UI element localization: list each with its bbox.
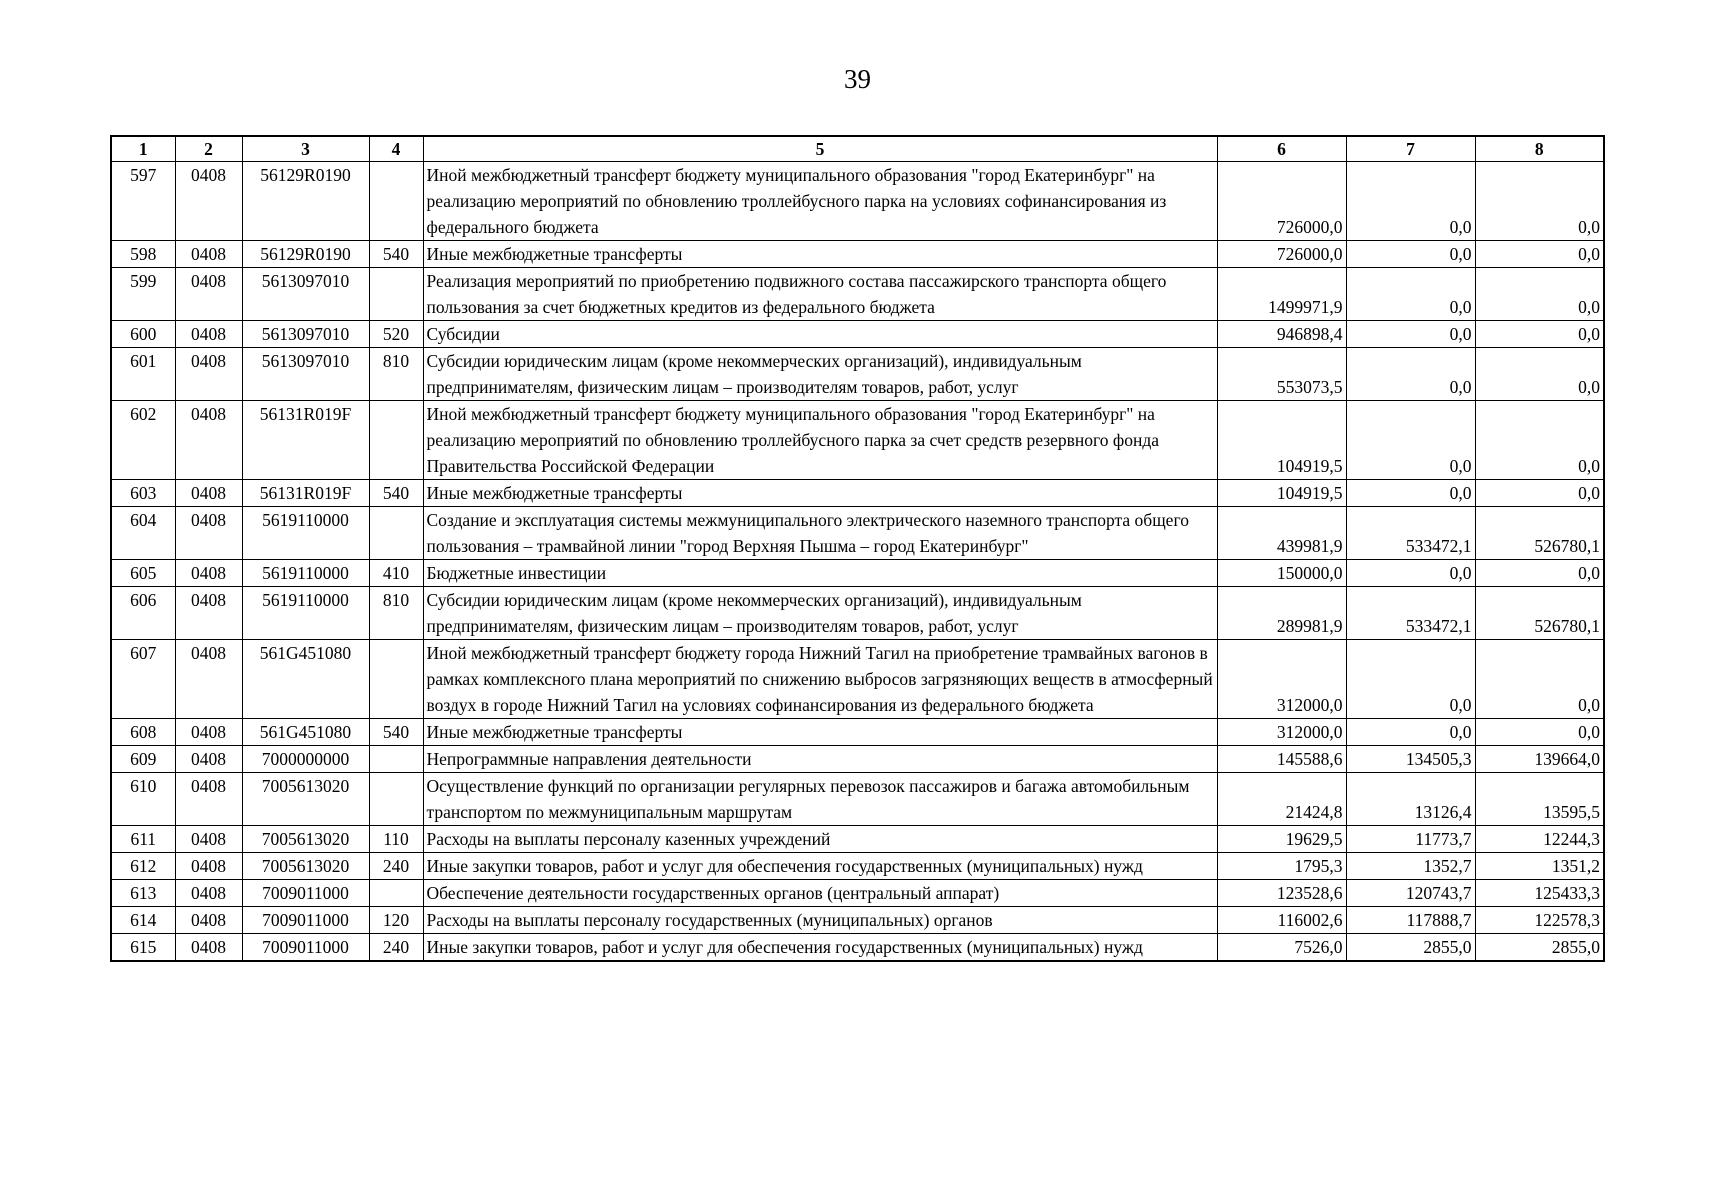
- amount-col7-cell: 1352,7: [1346, 853, 1475, 880]
- amount-col8-cell: 13595,5: [1475, 773, 1604, 826]
- expense-type-cell: [369, 746, 423, 773]
- table-row: [111, 746, 1604, 773]
- target-article-cell: 7005613020: [242, 826, 369, 853]
- table-row: [111, 587, 1604, 640]
- section-code-cell: 0408: [175, 480, 242, 507]
- target-article-cell: 5613097010: [242, 321, 369, 348]
- description-cell: Субсидии: [423, 321, 1217, 348]
- amount-col8-cell: 0,0: [1475, 321, 1604, 348]
- target-article-cell: 561G451080: [242, 640, 369, 719]
- description-cell: Иной межбюджетный трансферт бюджету города Нижний Тагил на приобретение трамвайных вагонов в рамках комплексного плана мероприятий по снижению выбросов загрязняющих веществ в атмосферный воздух в городе Нижний Тагил на условиях софинансирования из федерального бюджета: [423, 640, 1217, 719]
- description-cell: Расходы на выплаты персоналу казенных учреждений: [423, 826, 1217, 853]
- section-code-cell: 0408: [175, 826, 242, 853]
- amount-col6-cell: 123528,6: [1217, 880, 1346, 907]
- row-number-cell: 598: [111, 241, 175, 268]
- amount-col7-cell: 0,0: [1346, 401, 1475, 480]
- expense-type-cell: 540: [369, 241, 423, 268]
- amount-col6-cell: 312000,0: [1217, 640, 1346, 719]
- row-number-cell: 599: [111, 268, 175, 321]
- row-number-cell: 605: [111, 560, 175, 587]
- amount-col7-cell: 117888,7: [1346, 907, 1475, 934]
- table-row: [111, 162, 1604, 241]
- row-number-cell: 603: [111, 480, 175, 507]
- expense-type-cell: 240: [369, 853, 423, 880]
- target-article-cell: 7009011000: [242, 934, 369, 962]
- description-cell: Иные межбюджетные трансферты: [423, 241, 1217, 268]
- section-code-cell: 0408: [175, 162, 242, 241]
- amount-col8-cell: 139664,0: [1475, 746, 1604, 773]
- description-cell: Иные закупки товаров, работ и услуг для обеспечения государственных (муниципальных) нужд: [423, 853, 1217, 880]
- section-code-cell: 0408: [175, 401, 242, 480]
- table-row: [111, 907, 1604, 934]
- section-code-cell: 0408: [175, 773, 242, 826]
- table-row: [111, 480, 1604, 507]
- table-body: [111, 162, 1604, 962]
- section-code-cell: 0408: [175, 587, 242, 640]
- section-code-cell: 0408: [175, 746, 242, 773]
- row-number-cell: 600: [111, 321, 175, 348]
- amount-col8-cell: 526780,1: [1475, 587, 1604, 640]
- table-header-row: [111, 136, 1604, 162]
- target-article-cell: 56129R0190: [242, 162, 369, 241]
- amount-col8-cell: 0,0: [1475, 480, 1604, 507]
- amount-col7-cell: 0,0: [1346, 640, 1475, 719]
- amount-col7-cell: 0,0: [1346, 480, 1475, 507]
- target-article-cell: 7005613020: [242, 773, 369, 826]
- column-header: 2: [175, 136, 242, 162]
- table-row: [111, 826, 1604, 853]
- expense-type-cell: 240: [369, 934, 423, 962]
- expense-type-cell: 120: [369, 907, 423, 934]
- expense-type-cell: [369, 640, 423, 719]
- expense-type-cell: [369, 773, 423, 826]
- table-row: [111, 241, 1604, 268]
- column-header: 5: [423, 136, 1217, 162]
- amount-col7-cell: 120743,7: [1346, 880, 1475, 907]
- amount-col6-cell: 104919,5: [1217, 401, 1346, 480]
- expense-type-cell: 810: [369, 587, 423, 640]
- row-number-cell: 601: [111, 348, 175, 401]
- amount-col8-cell: 526780,1: [1475, 507, 1604, 560]
- expense-type-cell: [369, 507, 423, 560]
- amount-col7-cell: 13126,4: [1346, 773, 1475, 826]
- row-number-cell: 597: [111, 162, 175, 241]
- description-cell: Субсидии юридическим лицам (кроме некоммерческих организаций), индивидуальным предпринимателям, физическим лицам – производителям товаров, работ, услуг: [423, 587, 1217, 640]
- row-number-cell: 604: [111, 507, 175, 560]
- expense-type-cell: 810: [369, 348, 423, 401]
- expense-type-cell: 410: [369, 560, 423, 587]
- target-article-cell: 7000000000: [242, 746, 369, 773]
- expense-type-cell: [369, 162, 423, 241]
- table-row: [111, 880, 1604, 907]
- amount-col6-cell: 553073,5: [1217, 348, 1346, 401]
- column-header: 6: [1217, 136, 1346, 162]
- amount-col8-cell: 0,0: [1475, 640, 1604, 719]
- amount-col8-cell: 0,0: [1475, 348, 1604, 401]
- row-number-cell: 610: [111, 773, 175, 826]
- amount-col6-cell: 145588,6: [1217, 746, 1346, 773]
- table-row: [111, 321, 1604, 348]
- expense-type-cell: [369, 880, 423, 907]
- target-article-cell: 5613097010: [242, 348, 369, 401]
- amount-col6-cell: 1795,3: [1217, 853, 1346, 880]
- description-cell: Бюджетные инвестиции: [423, 560, 1217, 587]
- amount-col6-cell: 726000,0: [1217, 162, 1346, 241]
- row-number-cell: 609: [111, 746, 175, 773]
- amount-col8-cell: 1351,2: [1475, 853, 1604, 880]
- section-code-cell: 0408: [175, 719, 242, 746]
- row-number-cell: 613: [111, 880, 175, 907]
- amount-col8-cell: 0,0: [1475, 241, 1604, 268]
- description-cell: Иной межбюджетный трансферт бюджету муниципального образования "город Екатеринбург" на реализацию мероприятий по обновлению троллейбусного парка на условиях софинансирования из федерального бюджета: [423, 162, 1217, 241]
- section-code-cell: 0408: [175, 241, 242, 268]
- amount-col7-cell: 0,0: [1346, 719, 1475, 746]
- amount-col8-cell: 12244,3: [1475, 826, 1604, 853]
- amount-col8-cell: 0,0: [1475, 162, 1604, 241]
- section-code-cell: 0408: [175, 907, 242, 934]
- amount-col6-cell: 116002,6: [1217, 907, 1346, 934]
- description-cell: Субсидии юридическим лицам (кроме некоммерческих организаций), индивидуальным предпринимателям, физическим лицам – производителям товаров, работ, услуг: [423, 348, 1217, 401]
- row-number-cell: 611: [111, 826, 175, 853]
- row-number-cell: 606: [111, 587, 175, 640]
- table-row: [111, 560, 1604, 587]
- amount-col6-cell: 946898,4: [1217, 321, 1346, 348]
- column-header: 3: [242, 136, 369, 162]
- amount-col6-cell: 439981,9: [1217, 507, 1346, 560]
- amount-col7-cell: 0,0: [1346, 348, 1475, 401]
- amount-col8-cell: 0,0: [1475, 401, 1604, 480]
- row-number-cell: 602: [111, 401, 175, 480]
- page-number: 39: [844, 64, 871, 94]
- expense-type-cell: 540: [369, 719, 423, 746]
- table-row: [111, 773, 1604, 826]
- target-article-cell: 56131R019F: [242, 401, 369, 480]
- section-code-cell: 0408: [175, 880, 242, 907]
- amount-col7-cell: 0,0: [1346, 241, 1475, 268]
- amount-col7-cell: 533472,1: [1346, 587, 1475, 640]
- amount-col8-cell: 122578,3: [1475, 907, 1604, 934]
- table-row: [111, 640, 1604, 719]
- amount-col8-cell: 125433,3: [1475, 880, 1604, 907]
- amount-col8-cell: 0,0: [1475, 560, 1604, 587]
- amount-col8-cell: 2855,0: [1475, 934, 1604, 962]
- amount-col7-cell: 0,0: [1346, 321, 1475, 348]
- section-code-cell: 0408: [175, 560, 242, 587]
- amount-col7-cell: 134505,3: [1346, 746, 1475, 773]
- table-row: [111, 348, 1604, 401]
- description-cell: Расходы на выплаты персоналу государственных (муниципальных) органов: [423, 907, 1217, 934]
- amount-col6-cell: 104919,5: [1217, 480, 1346, 507]
- section-code-cell: 0408: [175, 934, 242, 962]
- description-cell: Обеспечение деятельности государственных органов (центральный аппарат): [423, 880, 1217, 907]
- table-row: [111, 934, 1604, 962]
- description-cell: Непрограммные направления деятельности: [423, 746, 1217, 773]
- amount-col8-cell: 0,0: [1475, 268, 1604, 321]
- amount-col7-cell: 2855,0: [1346, 934, 1475, 962]
- target-article-cell: 7009011000: [242, 880, 369, 907]
- row-number-cell: 612: [111, 853, 175, 880]
- target-article-cell: 5619110000: [242, 587, 369, 640]
- amount-col7-cell: 11773,7: [1346, 826, 1475, 853]
- table-row: [111, 507, 1604, 560]
- column-header: 1: [111, 136, 175, 162]
- description-cell: Осуществление функций по организации регулярных перевозок пассажиров и багажа автомобильным транспортом по межмуниципальным маршрутам: [423, 773, 1217, 826]
- table-row: [111, 401, 1604, 480]
- amount-col7-cell: 0,0: [1346, 268, 1475, 321]
- amount-col7-cell: 0,0: [1346, 162, 1475, 241]
- amount-col6-cell: 150000,0: [1217, 560, 1346, 587]
- section-code-cell: 0408: [175, 268, 242, 321]
- target-article-cell: 5619110000: [242, 560, 369, 587]
- target-article-cell: 5619110000: [242, 507, 369, 560]
- table-row: [111, 853, 1604, 880]
- description-cell: Иные закупки товаров, работ и услуг для обеспечения государственных (муниципальных) нужд: [423, 934, 1217, 962]
- row-number-cell: 608: [111, 719, 175, 746]
- target-article-cell: 56131R019F: [242, 480, 369, 507]
- description-cell: Реализация мероприятий по приобретению подвижного состава пассажирского транспорта общего пользования за счет бюджетных кредитов из федерального бюджета: [423, 268, 1217, 321]
- row-number-cell: 615: [111, 934, 175, 962]
- expense-type-cell: 520: [369, 321, 423, 348]
- column-header: 4: [369, 136, 423, 162]
- budget-table: [110, 135, 1605, 962]
- table-row: [111, 719, 1604, 746]
- expense-type-cell: [369, 268, 423, 321]
- amount-col6-cell: 726000,0: [1217, 241, 1346, 268]
- description-cell: Иные межбюджетные трансферты: [423, 480, 1217, 507]
- description-cell: Иной межбюджетный трансферт бюджету муниципального образования "город Екатеринбург" на реализацию мероприятий по обновлению троллейбусного парка за счет средств резервного фонда Правительства Российской Федерации: [423, 401, 1217, 480]
- amount-col6-cell: 7526,0: [1217, 934, 1346, 962]
- expense-type-cell: 110: [369, 826, 423, 853]
- column-header: 7: [1346, 136, 1475, 162]
- description-cell: Создание и эксплуатация системы межмуниципального электрического наземного транспорта общего пользования – трамвайной линии "город Верхняя Пышма – город Екатеринбург": [423, 507, 1217, 560]
- section-code-cell: 0408: [175, 640, 242, 719]
- target-article-cell: 561G451080: [242, 719, 369, 746]
- target-article-cell: 5613097010: [242, 268, 369, 321]
- target-article-cell: 7005613020: [242, 853, 369, 880]
- amount-col6-cell: 1499971,9: [1217, 268, 1346, 321]
- target-article-cell: 7009011000: [242, 907, 369, 934]
- target-article-cell: 56129R0190: [242, 241, 369, 268]
- section-code-cell: 0408: [175, 853, 242, 880]
- amount-col6-cell: 312000,0: [1217, 719, 1346, 746]
- amount-col7-cell: 533472,1: [1346, 507, 1475, 560]
- amount-col8-cell: 0,0: [1475, 719, 1604, 746]
- expense-type-cell: [369, 401, 423, 480]
- section-code-cell: 0408: [175, 321, 242, 348]
- section-code-cell: 0408: [175, 507, 242, 560]
- amount-col7-cell: 0,0: [1346, 560, 1475, 587]
- amount-col6-cell: 289981,9: [1217, 587, 1346, 640]
- section-code-cell: 0408: [175, 348, 242, 401]
- expense-type-cell: 540: [369, 480, 423, 507]
- amount-col6-cell: 21424,8: [1217, 773, 1346, 826]
- column-header: 8: [1475, 136, 1604, 162]
- row-number-cell: 607: [111, 640, 175, 719]
- amount-col6-cell: 19629,5: [1217, 826, 1346, 853]
- row-number-cell: 614: [111, 907, 175, 934]
- table-row: [111, 268, 1604, 321]
- description-cell: Иные межбюджетные трансферты: [423, 719, 1217, 746]
